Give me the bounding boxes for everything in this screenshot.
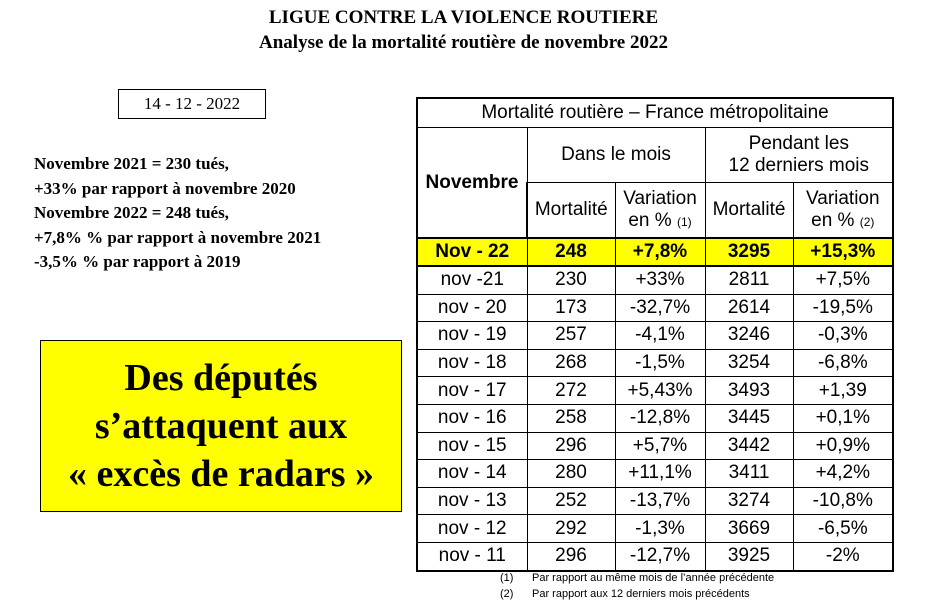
table-row bbox=[417, 377, 893, 405]
cell-variation-12: -6,8% bbox=[793, 349, 893, 377]
cell-month: nov - 18 bbox=[417, 349, 527, 377]
footnote-text: Par rapport aux 12 derniers mois précédents bbox=[532, 588, 750, 600]
cell-variation-12: -19,5% bbox=[793, 294, 893, 322]
footnote-ref-2: (2) bbox=[859, 214, 875, 229]
cell-variation: -4,1% bbox=[615, 322, 705, 350]
variation-label: Variation bbox=[623, 187, 697, 209]
table-row bbox=[417, 294, 893, 322]
table-row bbox=[417, 322, 893, 350]
summary-line: Novembre 2021 = 230 tués, bbox=[34, 154, 229, 173]
cell-variation: -12,7% bbox=[615, 542, 705, 570]
cell-month: nov - 16 bbox=[417, 404, 527, 432]
cell-mortalite-12: 3493 bbox=[705, 377, 793, 405]
table-row bbox=[417, 349, 893, 377]
footnote-ref-1: (1) bbox=[676, 214, 692, 229]
cell-mortalite-12: 3442 bbox=[705, 432, 793, 460]
cell-mortalite-12: 3669 bbox=[705, 515, 793, 543]
headline-line: Des députés bbox=[124, 357, 318, 399]
summary-line: +33% par rapport à novembre 2020 bbox=[34, 178, 296, 198]
cell-mortalite: 292 bbox=[527, 515, 615, 543]
group-12-line2: 12 derniers mois bbox=[728, 155, 869, 176]
cell-variation-12: +0,1% bbox=[793, 404, 893, 432]
cell-mortalite-12: 2811 bbox=[705, 266, 793, 294]
cell-mortalite: 173 bbox=[527, 294, 615, 322]
cell-variation-12: +15,3% bbox=[793, 238, 893, 266]
cell-variation-12: +4,2% bbox=[793, 460, 893, 488]
headline-line: « excès de radars » bbox=[67, 453, 375, 495]
footnote-num: (1) bbox=[500, 572, 514, 584]
group-12-line1: Pendant les bbox=[748, 133, 849, 154]
table-row bbox=[417, 432, 893, 460]
col-header-variation-1 bbox=[615, 183, 705, 239]
cell-month: nov - 13 bbox=[417, 487, 527, 515]
cell-mortalite: 268 bbox=[527, 349, 615, 377]
col-header-mortalite: Mortalité bbox=[527, 183, 615, 239]
cell-variation-12: -6,5% bbox=[793, 515, 893, 543]
cell-month: nov -21 bbox=[417, 266, 527, 294]
document-subtitle: Analyse de la mortalité routière de novembre 2022 bbox=[259, 32, 668, 53]
cell-month: Nov - 22 bbox=[417, 238, 527, 266]
cell-mortalite: 248 bbox=[527, 238, 615, 266]
col-header-month: Novembre bbox=[417, 128, 527, 239]
mortality-table bbox=[416, 97, 894, 572]
headline-line: s’attaquent aux bbox=[94, 405, 348, 447]
summary-line: -3,5% % par rapport à 2019 bbox=[34, 252, 241, 271]
cell-month: nov - 17 bbox=[417, 377, 527, 405]
cell-mortalite: 258 bbox=[527, 404, 615, 432]
cell-mortalite: 272 bbox=[527, 377, 615, 405]
footnote-1 bbox=[500, 570, 774, 586]
cell-mortalite: 257 bbox=[527, 322, 615, 350]
table-row bbox=[417, 487, 893, 515]
cell-mortalite-12: 3274 bbox=[705, 487, 793, 515]
summary-line: Novembre 2022 = 248 tués, bbox=[34, 203, 229, 222]
cell-mortalite-12: 3246 bbox=[705, 322, 793, 350]
table-row bbox=[417, 460, 893, 488]
cell-variation: -12,8% bbox=[615, 404, 705, 432]
cell-mortalite: 296 bbox=[527, 542, 615, 570]
table-row bbox=[417, 404, 893, 432]
document-title: LIGUE CONTRE LA VIOLENCE ROUTIERE bbox=[268, 7, 659, 28]
variation-unit: en % bbox=[811, 209, 855, 231]
table-row bbox=[417, 515, 893, 543]
footnote-num: (2) bbox=[500, 588, 514, 600]
table-row-highlight bbox=[417, 238, 893, 266]
cell-variation: -1,3% bbox=[615, 515, 705, 543]
footnote-2 bbox=[500, 586, 774, 602]
cell-mortalite-12: 3925 bbox=[705, 542, 793, 570]
cell-mortalite-12: 3411 bbox=[705, 460, 793, 488]
cell-month: nov - 12 bbox=[417, 515, 527, 543]
group-header-12-months bbox=[705, 128, 893, 183]
table-row bbox=[417, 266, 893, 294]
cell-month: nov - 15 bbox=[417, 432, 527, 460]
col-header-variation-2 bbox=[793, 183, 893, 239]
date-box: 14 - 12 - 2022 bbox=[118, 89, 266, 119]
group-header-month: Dans le mois bbox=[527, 128, 705, 183]
cell-mortalite-12: 3254 bbox=[705, 349, 793, 377]
cell-variation: +5,43% bbox=[615, 377, 705, 405]
table-row bbox=[417, 542, 893, 570]
table-caption: Mortalité routière – France métropolitaine bbox=[417, 98, 893, 128]
cell-mortalite-12: 2614 bbox=[705, 294, 793, 322]
cell-month: nov - 11 bbox=[417, 542, 527, 570]
cell-variation-12: +1,39 bbox=[793, 377, 893, 405]
cell-mortalite-12: 3295 bbox=[705, 238, 793, 266]
cell-variation: +11,1% bbox=[615, 460, 705, 488]
cell-month: nov - 20 bbox=[417, 294, 527, 322]
cell-variation: -1,5% bbox=[615, 349, 705, 377]
variation-unit: en % bbox=[628, 209, 672, 231]
cell-variation: +7,8% bbox=[615, 238, 705, 266]
cell-variation-12: +0,9% bbox=[793, 432, 893, 460]
cell-variation: +33% bbox=[615, 266, 705, 294]
cell-variation-12: -2% bbox=[793, 542, 893, 570]
cell-month: nov - 19 bbox=[417, 322, 527, 350]
cell-mortalite: 252 bbox=[527, 487, 615, 515]
col-header-mortalite-12: Mortalité bbox=[705, 183, 793, 239]
footnotes bbox=[500, 570, 774, 602]
cell-month: nov - 14 bbox=[417, 460, 527, 488]
cell-mortalite-12: 3445 bbox=[705, 404, 793, 432]
footnote-text: Par rapport au même mois de l’année précédente bbox=[532, 572, 775, 584]
cell-variation-12: +7,5% bbox=[793, 266, 893, 294]
cell-mortalite: 280 bbox=[527, 460, 615, 488]
variation-label: Variation bbox=[805, 187, 880, 209]
cell-variation-12: -0,3% bbox=[793, 322, 893, 350]
cell-mortalite: 230 bbox=[527, 266, 615, 294]
cell-variation: -13,7% bbox=[615, 487, 705, 515]
summary-line: +7,8% % par rapport à novembre 2021 bbox=[34, 227, 322, 247]
headline-box bbox=[40, 340, 402, 512]
summary-block bbox=[34, 152, 404, 275]
cell-mortalite: 296 bbox=[527, 432, 615, 460]
cell-variation: +5,7% bbox=[615, 432, 705, 460]
cell-variation-12: -10,8% bbox=[793, 487, 893, 515]
cell-variation: -32,7% bbox=[615, 294, 705, 322]
